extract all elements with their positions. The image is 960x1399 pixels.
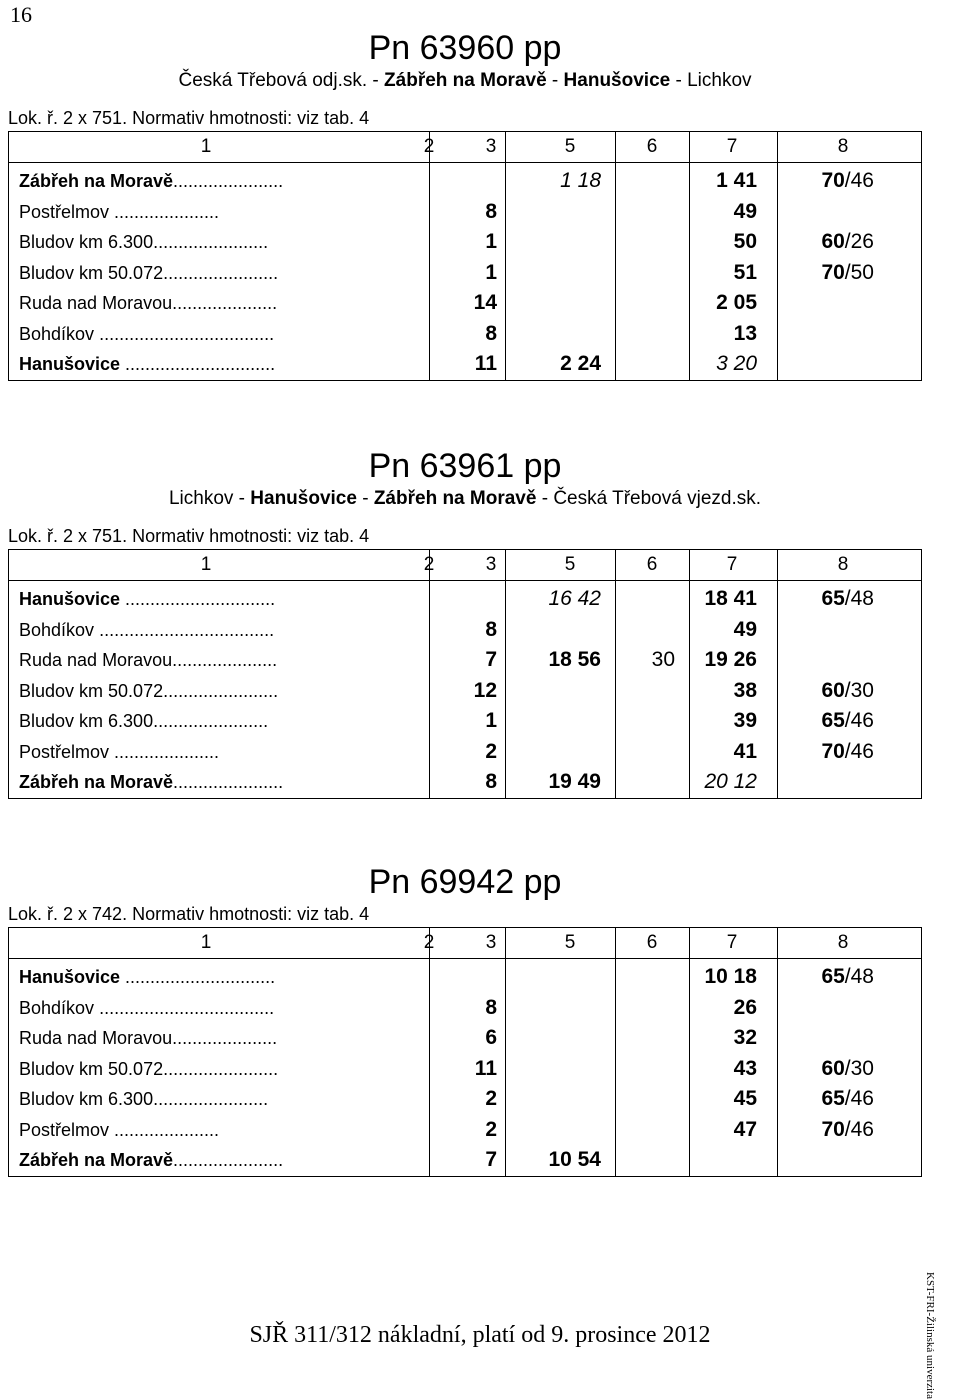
timetable-row — [9, 1084, 921, 1115]
speed-limit — [821, 227, 874, 258]
stop-minutes: 30 — [651, 648, 675, 671]
timetable-row — [9, 993, 921, 1024]
distance-km: 8 — [485, 617, 497, 641]
departure-time: 49 — [733, 199, 757, 223]
column-header: 8 — [837, 932, 849, 953]
station-label: Hanušovice — [19, 354, 121, 374]
departure-time: 43 — [733, 1056, 757, 1080]
station-name — [19, 1084, 268, 1115]
column-header: 1 — [200, 554, 212, 575]
speed-limit-main: 70 — [821, 260, 845, 284]
station-label: Bludov km 50.072 — [19, 262, 164, 283]
column-header: 5 — [564, 932, 576, 953]
timetable-row — [9, 1145, 921, 1176]
speed-limit — [821, 962, 874, 993]
station-name — [19, 584, 275, 615]
route-part: - Česká Třebová vjezd.sk. — [536, 488, 762, 509]
station-name — [19, 1023, 277, 1054]
departure-time: 1 41 — [716, 169, 757, 192]
column-header: 8 — [837, 136, 849, 157]
column-header: 5 — [564, 136, 576, 157]
speed-limit — [821, 166, 874, 197]
departure-time: 49 — [733, 617, 757, 641]
station-label: Ruda nad Moravou — [19, 293, 173, 313]
column-header: 6 — [646, 554, 658, 575]
arrival-time: 2 24 — [560, 352, 601, 375]
departure-time: 13 — [733, 321, 757, 345]
speed-limit-main: 70 — [821, 169, 845, 192]
speed-limit — [821, 1115, 874, 1146]
column-header-row — [9, 132, 921, 163]
station-name — [19, 615, 274, 646]
column-header: 5 — [564, 554, 576, 575]
locomotive-info: Lok. ř. 2 x 751. Normativ hmotnosti: viz tab. 4 — [8, 526, 370, 546]
station-dot-leader: ..................... — [109, 201, 220, 222]
route-part: Česká Třebová odj.sk. - — [178, 70, 385, 91]
distance-km: 1 — [485, 260, 497, 284]
side-watermark-text: KST-FRI-Žilinská univerzita — [924, 1272, 936, 1399]
speed-limit-main: 65 — [821, 1087, 845, 1110]
station-name — [19, 962, 275, 993]
speed-limit-secondary: /46 — [844, 1117, 874, 1141]
speed-limit-secondary: /46 — [844, 169, 874, 192]
route-part: Zábřeh na Moravě — [384, 70, 547, 91]
column-header: 8 — [837, 554, 849, 575]
speed-limit-main: 65 — [821, 965, 845, 988]
locomotive-info: Lok. ř. 2 x 751. Normativ hmotnosti: viz tab. 4 — [8, 108, 370, 128]
train-number: Pn 63960 — [368, 29, 515, 67]
column-header: 6 — [646, 932, 658, 953]
station-dot-leader: ..................... — [172, 650, 278, 670]
station-label: Ruda nad Moravou — [19, 650, 173, 670]
column-header: 7 — [726, 136, 738, 157]
station-dot-leader: ....................... — [153, 1089, 269, 1109]
station-label: Zábřeh na Moravě — [19, 772, 174, 792]
column-header-row — [9, 550, 921, 581]
route-part: - — [546, 70, 564, 91]
station-name — [19, 1054, 278, 1085]
station-label: Hanušovice — [19, 589, 121, 609]
timetable-row — [9, 227, 921, 258]
timetable-row — [9, 645, 921, 676]
departure-time: 51 — [733, 260, 757, 284]
timetable-row — [9, 615, 921, 646]
speed-limit-main: 60 — [821, 678, 845, 702]
distance-km: 1 — [485, 709, 497, 732]
departure-time: 39 — [733, 709, 757, 732]
departure-time: 45 — [733, 1087, 757, 1110]
speed-limit-secondary: /26 — [844, 230, 874, 253]
train-suffix: pp — [514, 29, 562, 67]
station-label: Bludov km 50.072 — [19, 1058, 164, 1079]
station-dot-leader: .............................. — [120, 354, 276, 374]
speed-limit-main: 65 — [821, 587, 845, 610]
station-name — [19, 1115, 219, 1146]
speed-limit-secondary: /30 — [844, 1056, 874, 1080]
station-name — [19, 197, 219, 228]
station-name — [19, 767, 283, 798]
distance-km: 11 — [474, 352, 497, 375]
speed-limit-main: 70 — [821, 1117, 845, 1141]
speed-limit-secondary: /48 — [844, 587, 874, 610]
station-label: Bludov km 50.072 — [19, 680, 164, 701]
timetable-row — [9, 676, 921, 707]
timetable-row — [9, 1115, 921, 1146]
timetable-row — [9, 258, 921, 289]
speed-limit-main: 65 — [821, 709, 845, 732]
distance-km: 7 — [485, 648, 497, 671]
station-dot-leader: ................................... — [94, 997, 275, 1018]
route-part: Hanušovice — [563, 70, 671, 91]
distance-km: 1 — [485, 230, 497, 253]
speed-limit — [821, 737, 874, 768]
speed-limit-secondary: /30 — [844, 678, 874, 702]
column-header: 2 — [423, 554, 435, 575]
column-header: 7 — [726, 554, 738, 575]
station-name — [19, 258, 278, 289]
station-label: Zábřeh na Moravě — [19, 171, 174, 191]
speed-limit — [821, 706, 874, 737]
station-dot-leader: ...................... — [173, 772, 284, 792]
station-label: Ruda nad Moravou — [19, 1028, 173, 1048]
train-route — [8, 70, 922, 92]
speed-limit — [821, 258, 874, 289]
timetable-row — [9, 166, 921, 197]
timetable-row — [9, 288, 921, 319]
speed-limit — [821, 676, 874, 707]
station-name — [19, 737, 219, 768]
station-label: Postřelmov — [19, 201, 110, 222]
station-dot-leader: .............................. — [120, 967, 276, 987]
train-title — [8, 864, 922, 900]
route-part: Zábřeh na Moravě — [373, 488, 537, 509]
arrival-time: 10 54 — [548, 1148, 601, 1171]
route-part: Hanušovice — [250, 488, 357, 509]
distance-km: 8 — [485, 770, 497, 793]
column-header-row — [9, 928, 921, 959]
timetable-grid — [8, 927, 922, 1177]
station-dot-leader: ....................... — [163, 680, 279, 701]
station-dot-leader: ..................... — [172, 1028, 278, 1048]
route-part: - — [356, 488, 374, 509]
distance-km: 8 — [485, 995, 497, 1019]
distance-km: 7 — [485, 1148, 497, 1171]
station-dot-leader: ...................... — [173, 171, 284, 191]
timetable-row — [9, 737, 921, 768]
train-number: Pn 69942 — [368, 863, 515, 901]
station-dot-leader: ....................... — [153, 711, 269, 731]
distance-km: 14 — [473, 291, 497, 314]
column-header: 6 — [646, 136, 658, 157]
station-name — [19, 288, 277, 319]
train-title — [8, 448, 922, 484]
speed-limit-main: 60 — [821, 230, 845, 253]
departure-time: 26 — [733, 995, 757, 1019]
speed-limit-secondary: /48 — [844, 965, 874, 988]
timetable-row — [9, 962, 921, 993]
departure-time: 3 20 — [716, 352, 757, 375]
column-header: 1 — [200, 136, 212, 157]
station-label: Bohdíkov — [19, 323, 95, 344]
station-name — [19, 993, 274, 1024]
distance-km: 2 — [485, 739, 497, 763]
distance-km: 2 — [485, 1117, 497, 1141]
train-title — [8, 30, 922, 66]
column-header: 1 — [200, 932, 212, 953]
arrival-time: 1 18 — [560, 169, 601, 192]
departure-time: 41 — [733, 739, 757, 763]
timetable-row — [9, 584, 921, 615]
train-suffix: pp — [514, 447, 562, 485]
station-dot-leader: ...................... — [173, 1150, 284, 1170]
station-dot-leader: ....................... — [163, 262, 279, 283]
column-header: 3 — [485, 136, 497, 157]
route-part: - Lichkov — [670, 70, 752, 91]
station-label: Postřelmov — [19, 741, 110, 762]
station-name — [19, 645, 277, 676]
column-header: 2 — [423, 932, 435, 953]
timetable-row — [9, 319, 921, 350]
station-label: Bohdíkov — [19, 619, 95, 640]
speed-limit-secondary: /50 — [844, 260, 874, 284]
page-number: 16 — [10, 2, 32, 27]
departure-time: 50 — [733, 230, 757, 253]
timetable-row — [9, 349, 921, 380]
station-dot-leader: ................................... — [94, 619, 275, 640]
station-dot-leader: ................................... — [94, 323, 275, 344]
arrival-time: 18 56 — [548, 648, 601, 671]
route-part: Lichkov - — [168, 488, 251, 509]
station-name — [19, 166, 283, 197]
station-dot-leader: ....................... — [153, 232, 269, 252]
station-label: Bludov km 6.300 — [19, 1089, 154, 1109]
station-dot-leader: .............................. — [120, 589, 276, 609]
speed-limit — [821, 1054, 874, 1085]
locomotive-info: Lok. ř. 2 x 742. Normativ hmotnosti: viz tab. 4 — [8, 904, 370, 924]
distance-km: 11 — [474, 1056, 497, 1080]
departure-time: 32 — [733, 1026, 757, 1049]
station-name — [19, 319, 274, 350]
station-label: Bludov km 6.300 — [19, 711, 154, 731]
station-label: Hanušovice — [19, 967, 121, 987]
speed-limit-secondary: /46 — [844, 739, 874, 763]
departure-time: 10 18 — [704, 965, 757, 988]
departure-time: 19 26 — [704, 648, 757, 671]
station-label: Bludov km 6.300 — [19, 232, 154, 252]
timetable-row — [9, 1054, 921, 1085]
speed-limit-main: 60 — [821, 1056, 845, 1080]
timetable-row — [9, 1023, 921, 1054]
station-name — [19, 349, 275, 380]
footer-text: SJŘ 311/312 nákladní, platí od 9. prosince 2012 — [249, 1322, 711, 1348]
departure-time: 38 — [733, 678, 757, 702]
column-header: 2 — [423, 136, 435, 157]
timetable-row — [9, 767, 921, 798]
distance-km: 6 — [485, 1026, 497, 1049]
speed-limit-main: 70 — [821, 739, 845, 763]
departure-time: 2 05 — [716, 291, 757, 314]
station-dot-leader: ..................... — [109, 741, 220, 762]
timetable-row — [9, 706, 921, 737]
station-name — [19, 1145, 283, 1176]
arrival-time: 16 42 — [548, 587, 601, 610]
column-header: 3 — [485, 554, 497, 575]
column-header: 3 — [485, 932, 497, 953]
departure-time: 18 41 — [704, 587, 757, 610]
station-dot-leader: ..................... — [172, 293, 278, 313]
timetable-grid — [8, 549, 922, 799]
station-dot-leader: ....................... — [163, 1058, 279, 1079]
train-route — [8, 488, 922, 510]
station-label: Postřelmov — [19, 1119, 110, 1140]
station-dot-leader: ..................... — [109, 1119, 220, 1140]
arrival-time: 19 49 — [548, 770, 601, 793]
departure-time: 20 12 — [704, 770, 757, 793]
station-name — [19, 676, 278, 707]
distance-km: 12 — [473, 678, 497, 702]
station-name — [19, 227, 268, 258]
speed-limit-secondary: /46 — [844, 1087, 874, 1110]
station-label: Bohdíkov — [19, 997, 95, 1018]
speed-limit-secondary: /46 — [844, 709, 874, 732]
timetable-row — [9, 197, 921, 228]
speed-limit — [821, 1084, 874, 1115]
distance-km: 8 — [485, 199, 497, 223]
train-suffix: pp — [514, 863, 562, 901]
timetable-grid — [8, 131, 922, 381]
train-number: Pn 63961 — [368, 447, 515, 485]
station-name — [19, 706, 268, 737]
distance-km: 8 — [485, 321, 497, 345]
column-header: 7 — [726, 932, 738, 953]
station-label: Zábřeh na Moravě — [19, 1150, 174, 1170]
distance-km: 2 — [485, 1087, 497, 1110]
speed-limit — [821, 584, 874, 615]
departure-time: 47 — [733, 1117, 757, 1141]
